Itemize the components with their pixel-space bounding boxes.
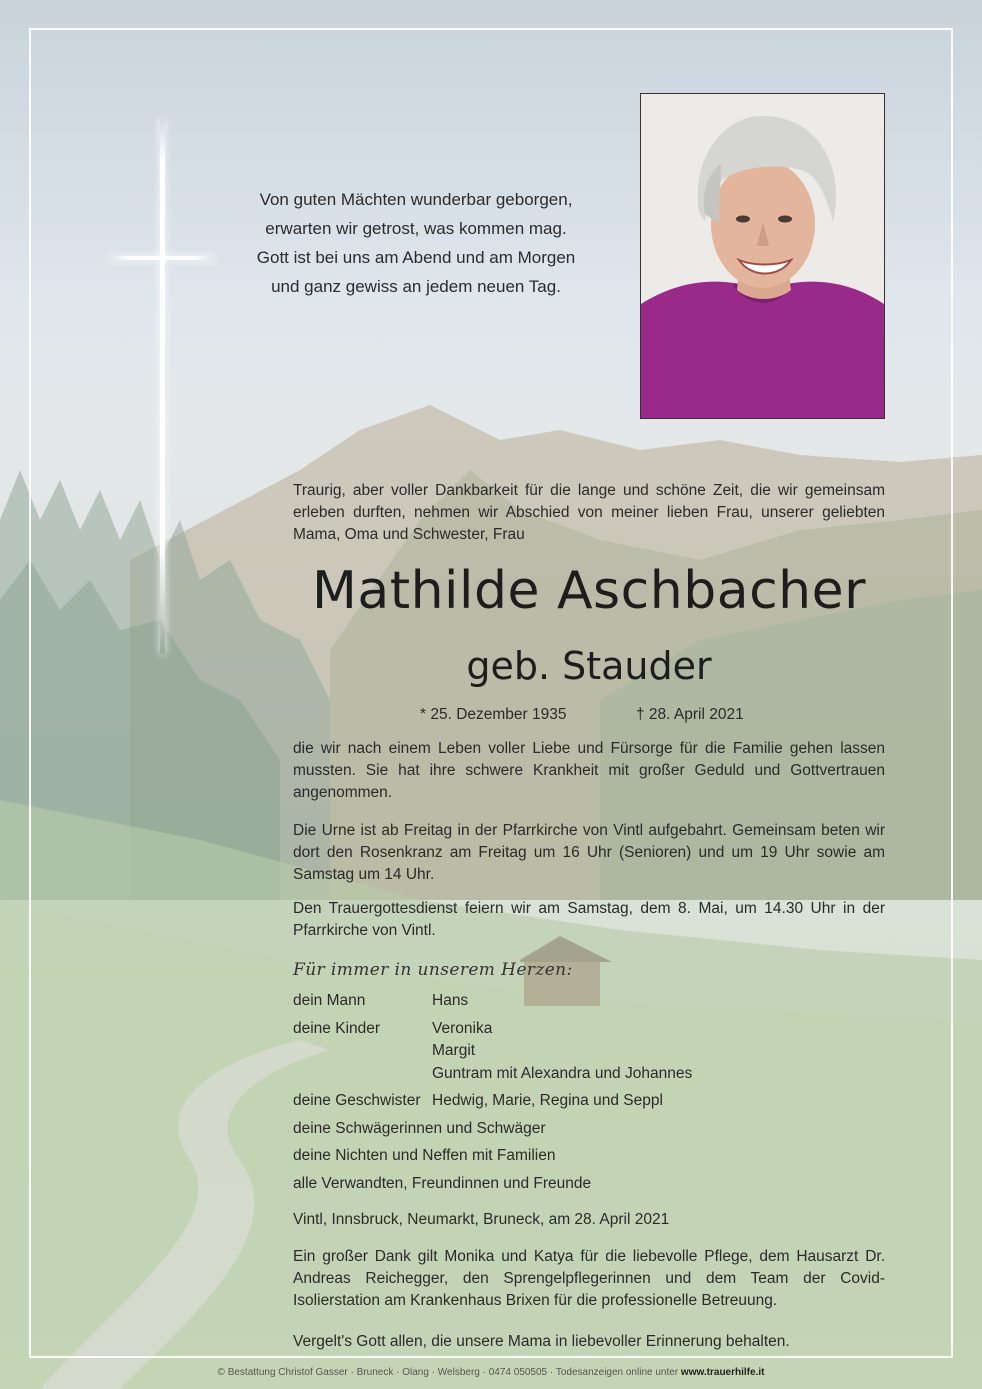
mourner-relation: deine Nichten und Neffen mit Familien xyxy=(293,1147,556,1164)
life-paragraph: die wir nach einem Leben voller Liebe und Fürsorge für die Familie gehen lassen mussten. Sie hat ihre schwere Krankheit mit großer Geduld und Gottvertrauen angenommen. xyxy=(293,740,885,801)
mourner-row xyxy=(293,1118,893,1141)
intro-text: Traurig, aber voller Dankbarkeit für die lange und schöne Zeit, die wir gemeinsam erleben durften, nehmen wir Abschied von meiner lieben Frau, unserer geliebten Mama, Oma und Schwester, Frau xyxy=(293,482,885,543)
mourner-relation: deine Schwägerinnen und Schwäger xyxy=(293,1119,546,1137)
mourner-row xyxy=(293,1040,893,1063)
footer-link[interactable]: www.trauerhilfe.it xyxy=(680,1367,765,1378)
mourner-row xyxy=(293,1018,893,1041)
cross-bar xyxy=(108,256,214,260)
maiden-name: geb. Stauder xyxy=(466,644,712,688)
mourner-relation: deine Kinder xyxy=(293,1019,381,1037)
cross-icon xyxy=(160,118,165,654)
death-date: † 28. April 2021 xyxy=(636,706,744,723)
mourner-name: Hans xyxy=(432,992,469,1009)
place-date: Vintl, Innsbruck, Neumarkt, Bruneck, am 28. April 2021 xyxy=(293,1211,670,1228)
poem xyxy=(232,185,600,301)
poem-line: Von guten Mächten wunderbar geborgen, xyxy=(259,190,573,209)
poem-line: und ganz gewiss an jedem neuen Tag. xyxy=(271,277,561,296)
mourner-relation: deine Geschwister xyxy=(293,1092,421,1109)
mourner-row xyxy=(293,990,893,1013)
portrait-photo xyxy=(640,93,885,419)
poem-line: erwarten wir getrost, was kommen mag. xyxy=(265,219,567,238)
mourner-row xyxy=(293,1063,893,1086)
mourner-name: Guntram mit Alexandra und Johannes xyxy=(432,1064,693,1082)
mourner-relation: alle Verwandten, Freundinnen und Freunde xyxy=(293,1174,592,1192)
mourner-relation: dein Mann xyxy=(293,992,366,1009)
funeral-paragraph: Den Trauergottesdienst feiern wir am Samstag, dem 8. Mai, um 14.30 Uhr in der Pfarrkirche von Vintl. xyxy=(293,900,885,939)
mourner-row xyxy=(293,1090,893,1113)
thanks-paragraph: Ein großer Dank gilt Monika und Katya für die liebevolle Pflege, dem Hausarzt Dr. Andreas Reichegger, den Sprengelpflegerinnen und dem Team der Covid-Isolierstation am Krankenhaus Brixen für die professionelle Betreuung. xyxy=(293,1248,885,1309)
heart-line: Für immer in unserem Herzen: xyxy=(293,960,573,980)
birth-date: * 25. Dezember 1935 xyxy=(420,706,567,723)
closing-line: Vergelt's Gott allen, die unsere Mama in liebevoller Erinnerung behalten. xyxy=(293,1333,790,1350)
mourner-name: Margit xyxy=(432,1042,476,1059)
deceased-name: Mathilde Aschbacher xyxy=(311,561,866,621)
mourner-row xyxy=(293,1145,893,1168)
footer-text: © Bestattung Christof Gasser · Bruneck · Olang · Welsberg · 0474 050505 · Todesanzeigen online unter xyxy=(217,1367,679,1378)
wake-paragraph: Die Urne ist ab Freitag in der Pfarrkirche von Vintl aufgebahrt. Gemeinsam beten wir dort den Rosenkranz am Freitag um 16 Uhr (Senioren) und um 19 Uhr sowie am Samstag um 14 Uhr. xyxy=(293,822,885,883)
mourner-row xyxy=(293,1173,893,1196)
mourner-name: Hedwig, Marie, Regina und Seppl xyxy=(432,1092,663,1109)
footer xyxy=(0,1366,982,1380)
poem-line: Gott ist bei uns am Abend und am Morgen xyxy=(256,248,576,267)
mourner-name: Veronika xyxy=(432,1019,493,1037)
mourners-list xyxy=(293,990,893,1195)
